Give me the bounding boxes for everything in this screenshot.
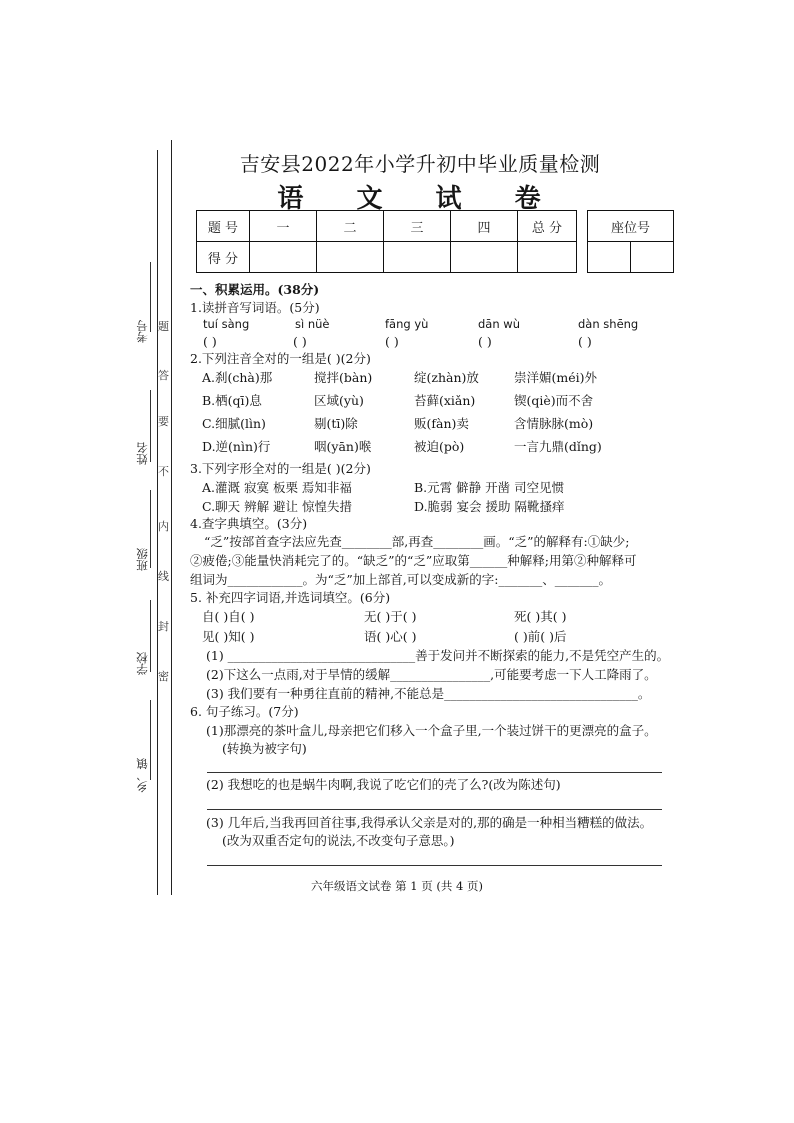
exam-title: 吉安县2022年小学升初中毕业质量检测 bbox=[239, 152, 601, 176]
exam-number-blank bbox=[150, 262, 152, 332]
q1-answer-blank[interactable]: ( ) bbox=[478, 334, 492, 349]
seal-char: 内 bbox=[158, 520, 169, 533]
score-header-cell: 三 bbox=[384, 211, 451, 242]
section-heading: 一、积累运用。(38分) bbox=[190, 282, 320, 297]
q2-option-item: D.逆(nìn)行 bbox=[202, 439, 271, 454]
q6-instruction: (改为双重否定句的说法,不改变句子意思。) bbox=[222, 833, 455, 848]
q2-option-item: 咽(yān)喉 bbox=[314, 439, 372, 454]
seal-char: 答 bbox=[158, 369, 169, 382]
q2-option-item: 被迫(pò) bbox=[414, 439, 465, 454]
q2-option-item: 锲(qiè)而不舍 bbox=[514, 393, 594, 408]
score-header-cell: 一 bbox=[250, 211, 317, 242]
q6-answer-line[interactable] bbox=[207, 865, 662, 866]
q1-answer-blank[interactable]: ( ) bbox=[203, 334, 217, 349]
seal-char: 封 bbox=[158, 620, 169, 633]
score-header-cell: 二 bbox=[317, 211, 384, 242]
sidebar-field-school: 学校 bbox=[135, 652, 149, 675]
q1-pinyin: fāng yù bbox=[385, 317, 429, 331]
q6-stem: 6. 句子练习。(7分) bbox=[190, 704, 299, 719]
q5-idiom[interactable]: 语( )心( ) bbox=[364, 629, 417, 644]
name-blank bbox=[150, 390, 152, 462]
q2-option-item: 搅拌(bàn) bbox=[314, 370, 373, 385]
q2-stem: 2.下列注音全对的一组是( )(2分) bbox=[190, 351, 371, 366]
q3-option: B.元霄 僻静 开凿 司空见惯 bbox=[414, 480, 565, 495]
q1-pinyin: sì nüè bbox=[295, 317, 330, 331]
q5-idiom[interactable]: 自( )自( ) bbox=[202, 609, 255, 624]
q3-option: C.聊天 辨解 避让 惊惶失措 bbox=[202, 499, 353, 514]
exam-subtitle: 语 文 试 卷 bbox=[277, 184, 563, 214]
q2-option-item: 贩(fàn)卖 bbox=[414, 416, 469, 431]
q5-sentence: (3) 我们要有一种勇往直前的精神,不能总是_______________________________。 bbox=[206, 686, 651, 701]
q6-answer-line[interactable] bbox=[207, 809, 662, 810]
q5-idiom[interactable]: 无( )于( ) bbox=[364, 609, 417, 624]
q2-option-item: 崇洋媚(méi)外 bbox=[514, 370, 598, 385]
score-header-cell: 四 bbox=[451, 211, 518, 242]
score-table bbox=[196, 210, 577, 273]
q3-stem: 3.下列字形全对的一组是( )(2分) bbox=[190, 461, 371, 476]
q2-option-item: B.栖(qī)息 bbox=[202, 393, 262, 408]
score-cell[interactable] bbox=[317, 242, 384, 273]
q1-answer-blank[interactable]: ( ) bbox=[385, 334, 399, 349]
q4-text: 组词为____________。为“乏”加上部首,可以变成新的字:_______、_______。 bbox=[190, 572, 611, 587]
class-blank bbox=[150, 490, 152, 568]
q3-option: A.灌溉 寂寞 板栗 焉知非福 bbox=[202, 480, 352, 495]
score-row-label: 得 分 bbox=[197, 242, 250, 273]
q1-answer-blank[interactable]: ( ) bbox=[578, 334, 592, 349]
q3-option: D.脆弱 宴会 援助 隔靴搔痒 bbox=[414, 499, 565, 514]
school-blank bbox=[150, 600, 152, 672]
page-footer: 六年级语文试卷 第 1 页 (共 4 页) bbox=[310, 879, 484, 893]
seat-number-cell[interactable] bbox=[588, 242, 631, 273]
q1-pinyin: dàn shēng bbox=[578, 317, 639, 331]
seat-number-label: 座位号 bbox=[588, 211, 674, 242]
margin-line-inner bbox=[171, 140, 172, 895]
score-cell[interactable] bbox=[384, 242, 451, 273]
q6-answer-line[interactable] bbox=[207, 772, 662, 773]
q4-stem: 4.查字典填空。(3分) bbox=[190, 516, 308, 531]
seal-char: 密 bbox=[158, 670, 169, 683]
seal-char: 不 bbox=[158, 465, 169, 478]
score-header-cell: 题 号 bbox=[197, 211, 250, 242]
q1-answer-blank[interactable]: ( ) bbox=[293, 334, 307, 349]
score-cell[interactable] bbox=[518, 242, 577, 273]
q2-option-item: C.细腻(lìn) bbox=[202, 416, 266, 431]
q4-text: ②疲倦;③能量快消耗完了的。“缺乏”的“乏”应取第______种解释;用第②种解释可 bbox=[190, 553, 637, 568]
sidebar-field-class: 班级 bbox=[135, 548, 149, 571]
q6-instruction: (转换为被字句) bbox=[222, 741, 307, 756]
q2-option-item: 含情脉脉(mò) bbox=[514, 416, 594, 431]
seat-number-cell[interactable] bbox=[631, 242, 674, 273]
q5-stem: 5. 补充四字词语,并选词填空。(6分) bbox=[190, 590, 391, 605]
q5-idiom[interactable]: 见( )知( ) bbox=[202, 629, 255, 644]
q5-sentence: (1) ______________________________善于发问并不断探索的能力,不是凭空产生的。 bbox=[206, 648, 670, 663]
q5-sentence: (2)下这么一点雨,对于旱情的缓解________________,可能要考虑一下人工降雨了。 bbox=[206, 667, 657, 682]
q5-idiom[interactable]: 死( )其( ) bbox=[514, 609, 567, 624]
score-cell[interactable] bbox=[451, 242, 518, 273]
q2-option-item: A.刹(chà)那 bbox=[202, 370, 273, 385]
q1-pinyin: dān wù bbox=[478, 317, 520, 331]
seal-char: 要 bbox=[158, 415, 169, 428]
q1-stem: 1.读拼音写词语。(5分) bbox=[190, 300, 320, 315]
score-table-header-row bbox=[197, 211, 577, 242]
q6-sentence: (3) 几年后,当我再回首往事,我得承认父亲是对的,那的确是一种相当糟糕的做法。 bbox=[206, 815, 653, 830]
score-cell[interactable] bbox=[250, 242, 317, 273]
township-blank bbox=[150, 700, 152, 780]
sidebar-field-name: 姓名 bbox=[135, 442, 149, 465]
q1-pinyin: tuí sàng bbox=[203, 317, 250, 331]
q5-idiom[interactable]: ( )前( )后 bbox=[514, 629, 567, 644]
seal-char: 线 bbox=[158, 570, 169, 583]
seat-number-box bbox=[587, 210, 674, 273]
q2-option-item: 绽(zhàn)放 bbox=[414, 370, 479, 385]
score-header-cell: 总 分 bbox=[518, 211, 577, 242]
q2-option-item: 苔藓(xiǎn) bbox=[414, 393, 476, 408]
score-table-score-row bbox=[197, 242, 577, 273]
q6-sentence: (2) 我想吃的也是蜗牛肉啊,我说了吃它们的壳了么?(改为陈述句) bbox=[206, 777, 561, 792]
q4-text: “乏”按部首查字法应先查________部,再查________画。“乏”的解释有:①缺少; bbox=[204, 534, 630, 549]
q6-sentence: (1)那漂亮的茶叶盒儿,母亲把它们移入一个盒子里,一个装过饼干的更漂亮的盒子。 bbox=[206, 723, 657, 738]
q2-option-item: 区域(yù) bbox=[314, 393, 364, 408]
q2-option-item: 一言九鼎(dǐng) bbox=[514, 439, 602, 454]
q2-option-item: 剔(tī)除 bbox=[314, 416, 358, 431]
seal-char: 题 bbox=[158, 320, 169, 333]
sidebar-field-township: 乡、镇 bbox=[135, 758, 149, 793]
sidebar-field-exam-number: 考号 bbox=[135, 320, 149, 343]
